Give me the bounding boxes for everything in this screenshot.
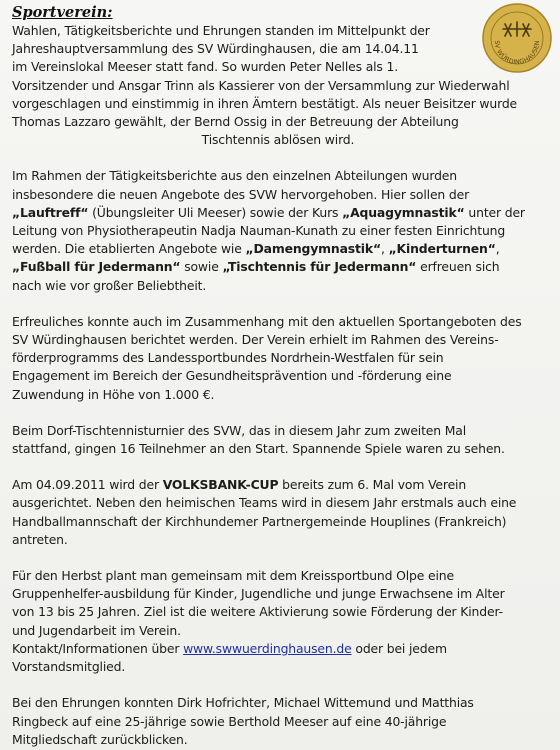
text-line: und Jugendarbeit im Verein. bbox=[12, 622, 181, 638]
paragraph-tournament bbox=[12, 422, 544, 458]
text-line: insbesondere die neuen Angebote des SVW hervorgehoben. Hier sollen der bbox=[12, 186, 470, 202]
text-fragment: , bbox=[380, 241, 389, 257]
text-line: Gruppenhelfer-ausbildung für Kinder, Jugendliche und junge Erwachsene im Alter bbox=[12, 586, 505, 602]
text-line bbox=[12, 258, 544, 276]
text-line: SV Würdinghausen berichtet werden. Der Verein erhielt im Rahmen des Vereins- bbox=[12, 332, 499, 348]
text-line: nach wie vor großer Beliebtheit. bbox=[12, 277, 207, 293]
text-line: Vorsitzender und Ansgar Trinn als Kassierer von der Versammlung zur Wiederwahl bbox=[12, 77, 510, 93]
offer-lauftreff: „Lauftreff“ bbox=[12, 204, 89, 220]
event-volksbank-cup: VOLKSBANK-CUP bbox=[162, 477, 279, 493]
text-line: Erfreuliches konnte auch im Zusammenhang mit den aktuellen Sportangeboten des bbox=[12, 313, 522, 329]
offer-kinderturnen: „Kinderturnen“ bbox=[388, 241, 496, 257]
text-line: Für den Herbst plant man gemeinsam mit dem Kreissportbund Olpe eine bbox=[12, 568, 454, 584]
text-line: Zuwendung in Höhe von 1.000 €. bbox=[12, 386, 215, 402]
paragraph-training bbox=[12, 567, 544, 676]
text-line: Mitgliedschaft zurückblicken. bbox=[12, 731, 188, 747]
text-line: Vorstandsmitglied. bbox=[12, 659, 126, 675]
text-line: Jahreshauptversammlung des SV Würdinghausen, die am 14.04.11 bbox=[12, 41, 419, 57]
text-line: Im Rahmen der Tätigkeitsberichte aus den einzelnen Abteilungen wurden bbox=[12, 168, 457, 184]
text-fragment: (Übungsleiter Uli Meeser) sowie der Kurs bbox=[88, 204, 343, 220]
text-line: Thomas Lazzaro gewählt, der Bernd Ossig in der Betreuung der Abteilung bbox=[12, 114, 459, 130]
offer-fussball: „Fußball für Jedermann“ bbox=[12, 259, 181, 275]
text-line: ausgerichtet. Neben den heimischen Teams wird in diesem Jahr erstmals auch eine bbox=[12, 495, 517, 511]
offer-aquagymnastik: „Aquagymnastik“ bbox=[342, 204, 465, 220]
svg-text:SV WÜRDINGHAUSEN: SV WÜRDINGHAUSEN bbox=[492, 40, 542, 67]
text-line: Bei den Ehrungen konnten Dirk Hofrichter, Michael Wittemund und Matthias bbox=[12, 695, 474, 711]
text-line: antreten. bbox=[12, 531, 68, 547]
text-fragment: oder bei jedem bbox=[351, 640, 447, 656]
text-line bbox=[12, 204, 544, 222]
text-line: förderprogramms des Landessportbundes Nordrhein-Westfalen für sein bbox=[12, 350, 444, 366]
section-heading: Sportverein: bbox=[12, 4, 113, 21]
offer-tischtennis: „Tischtennis für Jedermann“ bbox=[222, 259, 417, 275]
text-line: stattfand, gingen 16 Teilnehmer an den Start. Spannende Spiele waren zu sehen. bbox=[12, 441, 505, 457]
paragraph-honors bbox=[12, 694, 544, 749]
offer-damengymnastik: „Damengymnastik“ bbox=[245, 241, 381, 257]
text-fragment: bereits zum 6. Mal vom Verein bbox=[278, 477, 467, 493]
text-fragment: Am 04.09.2011 wird der bbox=[12, 477, 163, 493]
paragraph-funding bbox=[12, 313, 544, 404]
text-line: Tischtennis ablösen wird. bbox=[201, 132, 355, 148]
text-line bbox=[12, 476, 544, 494]
text-line: Handballmannschaft der Kirchhundemer Partnergemeinde Houplines (Frankreich) bbox=[12, 513, 507, 529]
article-body bbox=[12, 22, 544, 749]
text-line: im Vereinslokal Meeser statt fand. So wurden Peter Nelles als 1. bbox=[12, 59, 399, 75]
text-line: Engagement im Bereich der Gesundheitsprävention und -förderung eine bbox=[12, 368, 452, 384]
text-line: Wahlen, Tätigkeitsberichte und Ehrungen standen im Mittelpunkt der bbox=[12, 23, 430, 38]
text-fragment: Kontakt/Informationen über bbox=[12, 640, 184, 656]
text-line: Leitung von Physiotherapeutin Nadja Nauman-Kunath zu einer festen Einrichtung bbox=[12, 223, 506, 239]
paragraph-volksbank-cup bbox=[12, 476, 544, 549]
text-line: vorgeschlagen und einstimmig in ihren Ämtern bestätigt. Als neuer Beisitzer wurde bbox=[12, 95, 518, 111]
text-fragment: werden. Die etablierten Angebote wie bbox=[12, 241, 246, 257]
text-line: Ringbeck auf eine 25-jährige sowie Berthold Meeser auf eine 40-jährige bbox=[12, 713, 447, 729]
text-line: von 13 bis 25 Jahren. Ziel ist die weitere Aktivierung sowie Förderung der Kinder- bbox=[12, 604, 503, 620]
text-line: Beim Dorf-Tischtennisturnier des SVW, das in diesem Jahr zum zweiten Mal bbox=[12, 422, 467, 438]
text-line bbox=[12, 240, 544, 258]
text-fragment: unter der bbox=[464, 204, 525, 220]
text-fragment: erfreuen sich bbox=[416, 259, 500, 275]
website-link[interactable]: www.swwuerdinghausen.de bbox=[183, 640, 352, 656]
paragraph-activity-reports bbox=[12, 167, 544, 294]
text-fragment: , bbox=[495, 241, 500, 257]
paragraph-elections bbox=[12, 22, 544, 149]
text-line bbox=[12, 640, 544, 658]
text-fragment: sowie bbox=[180, 259, 223, 275]
